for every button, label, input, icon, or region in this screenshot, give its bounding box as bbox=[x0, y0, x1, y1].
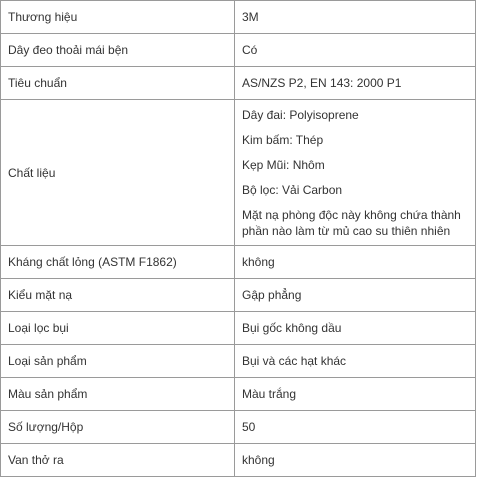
spec-value: 3M bbox=[235, 1, 476, 34]
spec-value: Bụi và các hạt khác bbox=[235, 345, 476, 378]
spec-label: Màu sản phẩm bbox=[1, 378, 235, 411]
material-line: Kẹp Mũi: Nhôm bbox=[242, 157, 325, 172]
material-line: phần nào làm từ mủ cao su thiên nhiên bbox=[242, 223, 451, 238]
spec-value: AS/NZS P2, EN 143: 2000 P1 bbox=[235, 67, 476, 100]
spec-label: Chất liệu bbox=[1, 100, 235, 246]
spec-value: Màu trắng bbox=[235, 378, 476, 411]
spec-row-brand bbox=[1, 1, 476, 34]
spec-label: Van thở ra bbox=[1, 444, 235, 477]
spec-row-quantity bbox=[1, 411, 476, 444]
spec-value: 50 bbox=[235, 411, 476, 444]
spec-row-strap bbox=[1, 34, 476, 67]
material-line: Kim bấm: Thép bbox=[242, 132, 324, 147]
spec-label: Loại lọc bụi bbox=[1, 312, 235, 345]
spec-label: Tiêu chuẩn bbox=[1, 67, 235, 100]
spec-value: không bbox=[235, 444, 476, 477]
spec-value: Gập phẳng bbox=[235, 279, 476, 312]
spec-row-standard bbox=[1, 67, 476, 100]
spec-row-filter-type bbox=[1, 312, 476, 345]
spec-row-material bbox=[1, 100, 476, 246]
spec-label: Loại sản phẩm bbox=[1, 345, 235, 378]
spec-label: Kháng chất lỏng (ASTM F1862) bbox=[1, 246, 235, 279]
material-line: Dây đai: Polyisoprene bbox=[242, 107, 359, 122]
spec-value: Bụi gốc không dầu bbox=[235, 312, 476, 345]
spec-label: Số lượng/Hộp bbox=[1, 411, 235, 444]
spec-row-product-type bbox=[1, 345, 476, 378]
spec-label: Dây đeo thoải mái bện bbox=[1, 34, 235, 67]
spec-label: Kiểu mặt nạ bbox=[1, 279, 235, 312]
spec-row-mask-type bbox=[1, 279, 476, 312]
spec-label: Thương hiệu bbox=[1, 1, 235, 34]
spec-value: Có bbox=[235, 34, 476, 67]
spec-value: không bbox=[235, 246, 476, 279]
spec-row-valve bbox=[1, 444, 476, 477]
spec-row-color bbox=[1, 378, 476, 411]
spec-row-fluid-resistance bbox=[1, 246, 476, 279]
material-line: Bộ lọc: Vải Carbon bbox=[242, 182, 343, 197]
spec-value-material bbox=[235, 100, 476, 246]
material-line: Mặt nạ phòng độc này không chứa thành bbox=[242, 207, 461, 222]
